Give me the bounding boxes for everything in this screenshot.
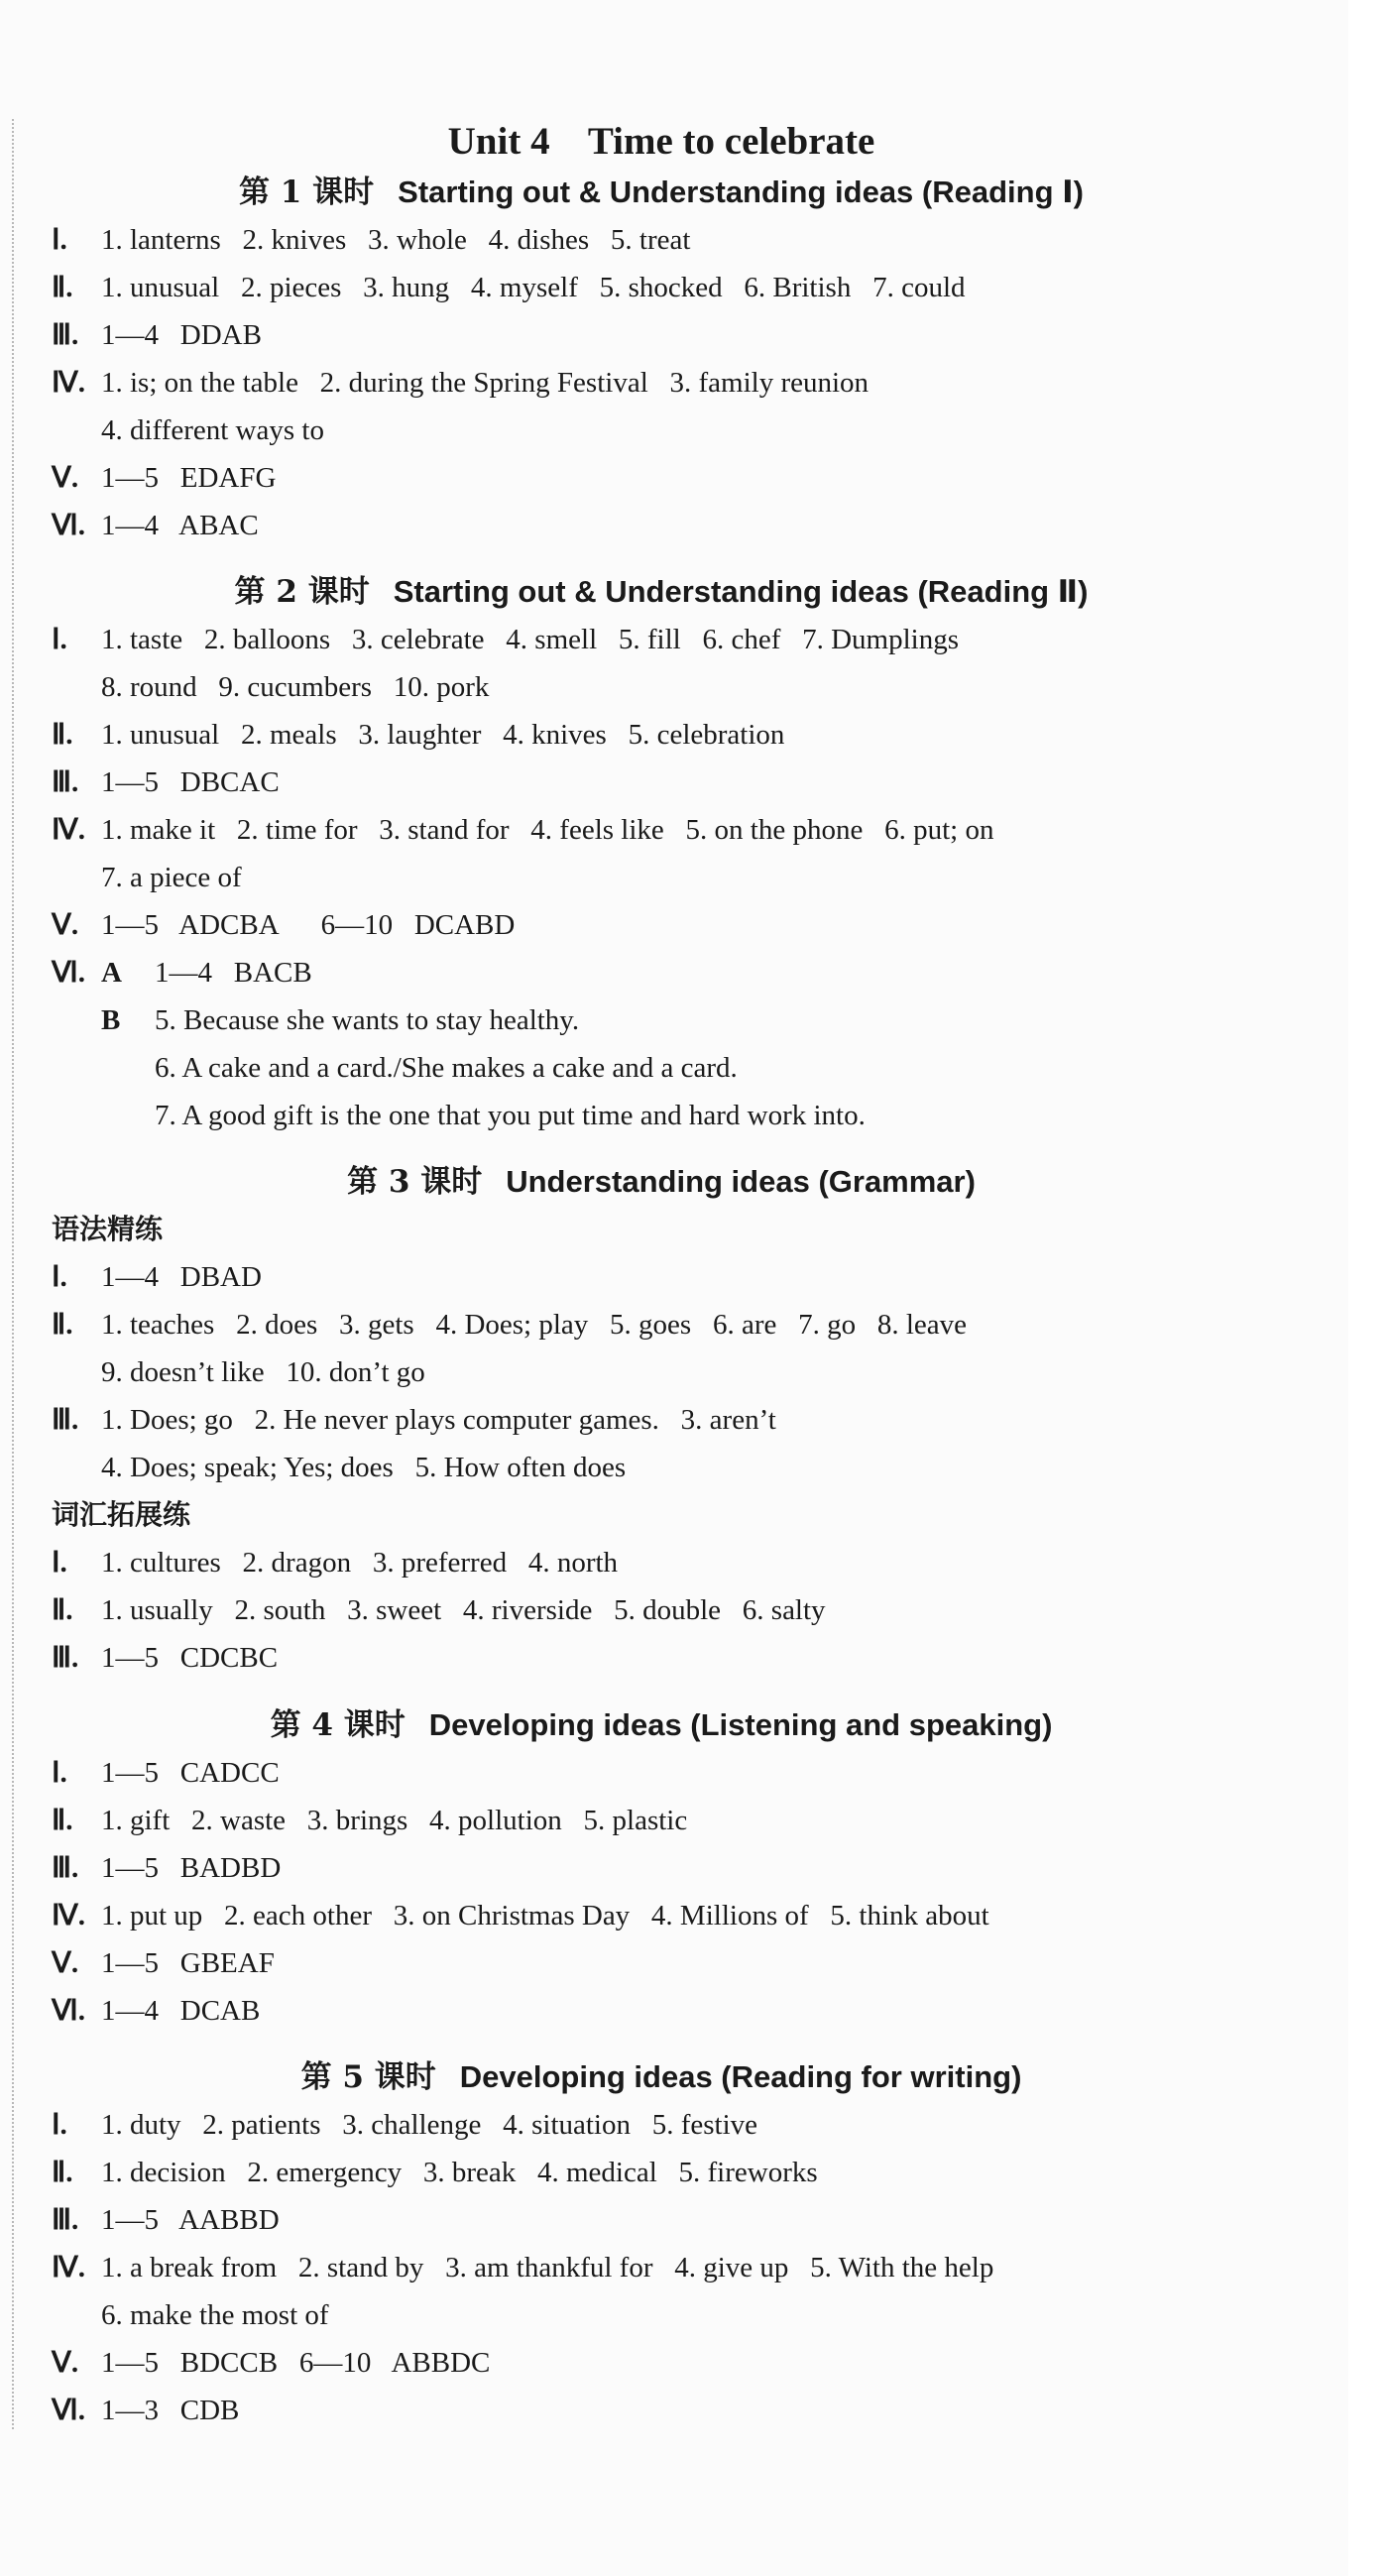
answer-row: Ⅱ. 1. teaches 2. does 3. gets 4. Does; play 5. goes 6. are 7. go 8. leave <box>52 1309 968 1341</box>
lesson-4-title: Developing ideas (Listening and speaking) <box>428 1707 1053 1742</box>
answer-row: Ⅲ. 1—5 AABBD <box>52 2204 280 2236</box>
answer-row: Ⅳ. 1. a break from 2. stand by 3. am thankful for 4. give up 5. With the help <box>52 2252 994 2283</box>
answer-row-continued: 4. different ways to <box>101 414 324 446</box>
lesson-5-label: 第 5 课时 <box>300 2059 436 2095</box>
lesson-1-heading <box>52 171 1271 214</box>
lesson-4-heading <box>52 1703 1271 1747</box>
answer-row-continued: 6. make the most of <box>101 2299 329 2331</box>
lesson-3-label: 第 3 课时 <box>347 1164 483 1200</box>
answer-row-continued: 8. round 9. cucumbers 10. pork <box>101 671 490 703</box>
lesson-3-title: Understanding ideas (Grammar) <box>506 1164 976 1199</box>
answer-row: Ⅲ. 1—5 CDCBC <box>52 1642 279 1674</box>
lesson-5-heading <box>52 2055 1271 2099</box>
answer-row: Ⅴ. 1—5 GBEAF <box>52 1947 275 1979</box>
lesson-4-label: 第 4 课时 <box>270 1707 406 1743</box>
answer-row: Ⅱ. 1. unusual 2. pieces 3. hung 4. myself 5. shocked 6. British 7. could <box>52 272 966 303</box>
answer-row-continued: 6. A cake and a card./She makes a cake and a card. <box>155 1052 738 1084</box>
answer-row: Ⅵ. A 1—4 BACB <box>52 957 312 989</box>
lesson-1-label: 第 1 课时 <box>239 175 375 210</box>
left-margin-rule <box>12 119 14 2429</box>
answer-row: Ⅵ. 1—4 DCAB <box>52 1995 261 2027</box>
answer-row: Ⅲ. 1. Does; go 2. He never plays computer games. 3. aren’t <box>52 1404 776 1436</box>
lesson-3-heading <box>52 1160 1271 1204</box>
answer-row: Ⅱ. 1. usually 2. south 3. sweet 4. riverside 5. double 6. salty <box>52 1594 826 1626</box>
answer-row-continued: B 5. Because she wants to stay healthy. <box>101 1004 580 1036</box>
answer-row: Ⅵ. 1—4 ABAC <box>52 510 259 541</box>
answer-row: Ⅳ. 1. put up 2. each other 3. on Christmas Day 4. Millions of 5. think about <box>52 1900 989 1932</box>
answer-row: Ⅲ. 1—4 DDAB <box>52 319 262 351</box>
lesson-5-title: Developing ideas (Reading for writing) <box>459 2059 1022 2094</box>
answer-row: Ⅰ. 1—5 CADCC <box>52 1757 280 1789</box>
lesson-2-heading <box>52 570 1271 614</box>
answer-row: Ⅱ. 1. decision 2. emergency 3. break 4. medical 5. fireworks <box>52 2157 818 2188</box>
answer-row: Ⅰ. 1. taste 2. balloons 3. celebrate 4. smell 5. fill 6. chef 7. Dumplings <box>52 624 960 655</box>
answer-row: Ⅴ. 1—5 BDCCB 6—10 ABBDC <box>52 2347 491 2379</box>
answer-row: Ⅴ. 1—5 EDAFG <box>52 462 277 494</box>
answer-row-continued: 7. a piece of <box>101 862 242 893</box>
answer-row: Ⅳ. 1. make it 2. time for 3. stand for 4. feels like 5. on the phone 6. put; on <box>52 814 994 846</box>
answer-row: Ⅳ. 1. is; on the table 2. during the Spring Festival 3. family reunion <box>52 367 869 399</box>
answer-row: Ⅰ. 1. cultures 2. dragon 3. preferred 4. north <box>52 1547 619 1579</box>
lesson-1-title: Starting out & Understanding ideas (Reading Ⅰ) <box>398 175 1084 209</box>
unit-title: Unit 4 Time to celebrate <box>447 120 875 163</box>
answer-row: Ⅰ. 1. lanterns 2. knives 3. whole 4. dishes 5. treat <box>52 224 691 256</box>
lesson-2-label: 第 2 课时 <box>234 574 370 610</box>
answer-row: Ⅴ. 1—5 ADCBA 6—10 DCABD <box>52 909 516 941</box>
answer-row: Ⅵ. 1—3 CDB <box>52 2395 240 2426</box>
answer-row: Ⅱ. 1. unusual 2. meals 3. laughter 4. knives 5. celebration <box>52 719 785 751</box>
subsection-heading-grammar: 语法精练 <box>52 1213 164 1245</box>
answer-row: Ⅲ. 1—5 DBCAC <box>52 766 280 798</box>
answer-row: Ⅰ. 1. duty 2. patients 3. challenge 4. situation 5. festive <box>52 2109 758 2141</box>
lesson-2-title: Starting out & Understanding ideas (Reading Ⅱ) <box>393 574 1089 609</box>
answer-row: Ⅱ. 1. gift 2. waste 3. brings 4. pollution 5. plastic <box>52 1805 688 1836</box>
answer-row-continued: 4. Does; speak; Yes; does 5. How often does <box>101 1452 627 1483</box>
answer-row-continued: 9. doesn’t like 10. don’t go <box>101 1356 425 1388</box>
answer-row-continued: 7. A good gift is the one that you put time and hard work into. <box>155 1100 866 1131</box>
answer-row: Ⅲ. 1—5 BADBD <box>52 1852 282 1884</box>
answer-row: Ⅰ. 1—4 DBAD <box>52 1261 262 1293</box>
subsection-heading-vocabulary: 词汇拓展练 <box>52 1498 191 1531</box>
